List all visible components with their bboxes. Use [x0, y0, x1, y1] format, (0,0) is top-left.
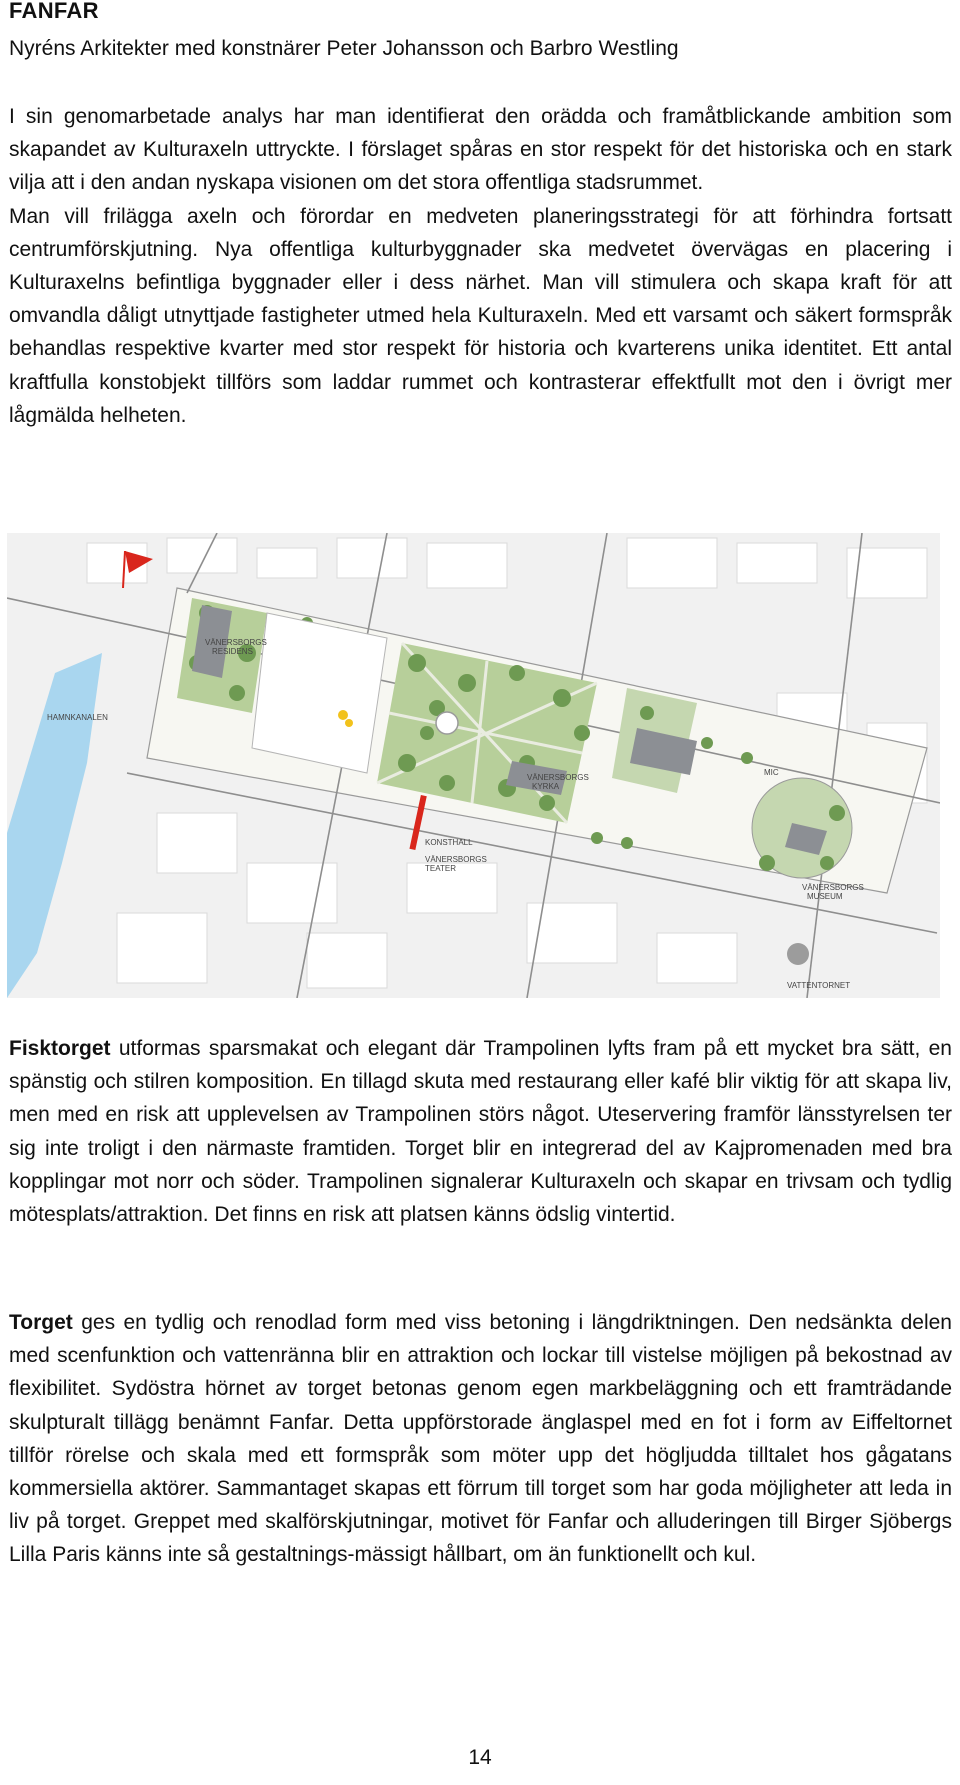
fisktorget-paragraph — [9, 1032, 952, 1231]
label-museum-2: MUSEUM — [807, 892, 843, 901]
torget-square — [252, 613, 387, 773]
water-tower — [787, 943, 809, 965]
label-konsthall: KONSTHALL — [425, 838, 473, 847]
page-subtitle: Nyréns Arkitekter med konstnärer Peter Johansson och Barbro Westling — [9, 37, 679, 60]
label-museum-1: VÄNERSBORGS — [802, 883, 864, 892]
label-kyrka-1: VÄNERSBORGS — [527, 773, 589, 782]
intro-text-2: Man vill frilägga axeln och förordar en medveten planeringsstrategi för att förhindra fortsatt centrumförskjutning. Nya offentliga kulturbyggnader ska medvetet övervägas en placering i Kulturaxelns befintliga byggnader eller i dess närhet. Man vill stimulera och skapa kraft för att omvandla dåligt utnyttjade fastigheter utmed hela Kulturaxeln. Med ett varsamt och säkert formspråk behandlas respektive kvarter med stor respekt för historia och kvarterens unika identitet. Ett antal kraftfulla konstobjekt tillförs som laddar rummet och kontrasterar effektfullt mot den i övrigt mer lågmälda helheten. — [9, 204, 952, 427]
label-teater-1: VÄNERSBORGS — [425, 855, 487, 864]
yellow-marker — [345, 719, 353, 727]
yellow-marker — [338, 710, 348, 720]
intro-paragraph — [9, 100, 952, 432]
label-residens-1: VÄNERSBORGS — [205, 638, 267, 647]
label-vattentornet: VATTENTORNET — [787, 981, 851, 990]
torget-lead: Torget — [9, 1311, 73, 1334]
page-number: 14 — [468, 1746, 492, 1769]
intro-text-1: I sin genomarbetade analys har man identifierat den orädda och framåtblickande ambition som skapandet av Kulturaxeln uttryckte. I förslaget spåras en stor respekt för det historiska och en stark vilja att i den andan nyskapa visionen om det stora offentliga stadsrummet. — [9, 105, 952, 195]
label-mic: MIC — [764, 768, 779, 777]
fisktorget-text: utformas sparsmakat och elegant där Trampolinen lyfts fram på ett mycket bra sätt, en spänstig och stilren komposition. En tillagd skuta med restaurang eller kafé blir viktig för att skapa liv, men med en risk att upplevelsen av Trampolinen störs något. Uteservering framför länsstyrelsen ter sig inte troligt i den närmaste framtiden. Torget blir en integrerad del av Kajpromenaden med bra kopplingar mot norr och söder. Trampolinen signalerar Kulturaxeln och skapar en trivsam och tydlig mötesplats/attraktion. Det finns en risk att platsen känns ödslig vintertid. — [9, 1037, 952, 1227]
church-roundel — [436, 712, 458, 734]
label-kyrka-2: KYRKA — [532, 782, 560, 791]
site-plan-image — [7, 533, 940, 998]
page-heading: FANFAR — [9, 0, 99, 23]
fisktorget-lead: Fisktorget — [9, 1037, 111, 1060]
torget-text: ges en tydlig och renodlad form med viss betoning i längdriktningen. Den nedsänkta delen med scenfunktion och vattenränna blir en attraktion och lockar till vistelse möjligen på bekostnad av flexibilitet. Sydöstra hörnet av torget betonas genom egen markbeläggning och ett framträdande skulpturalt tillägg benämnt Fanfar. Detta uppförstorade änglaspel med en fot i form av Eiffeltornet tillför rörelse och skala med ett formspråk som möter upp det högljudda tilltalet hos gågatans kommersiella aktörer. Sammantaget skapas ett förrum till torget som har goda möjligheter att leda in liv på torget. Greppet med skalförskjutningar, motivet för Fanfar och alluderingen till Birger Sjöbergs Lilla Paris känns inte så gestaltnings-mässigt hållbart, om än funktionellt och kul. — [9, 1311, 952, 1567]
label-hamnkanalen: HAMNKANALEN — [47, 713, 108, 722]
torget-paragraph — [9, 1306, 952, 1572]
label-teater-2: TEATER — [425, 864, 456, 873]
label-residens-2: RESIDENS — [212, 647, 253, 656]
